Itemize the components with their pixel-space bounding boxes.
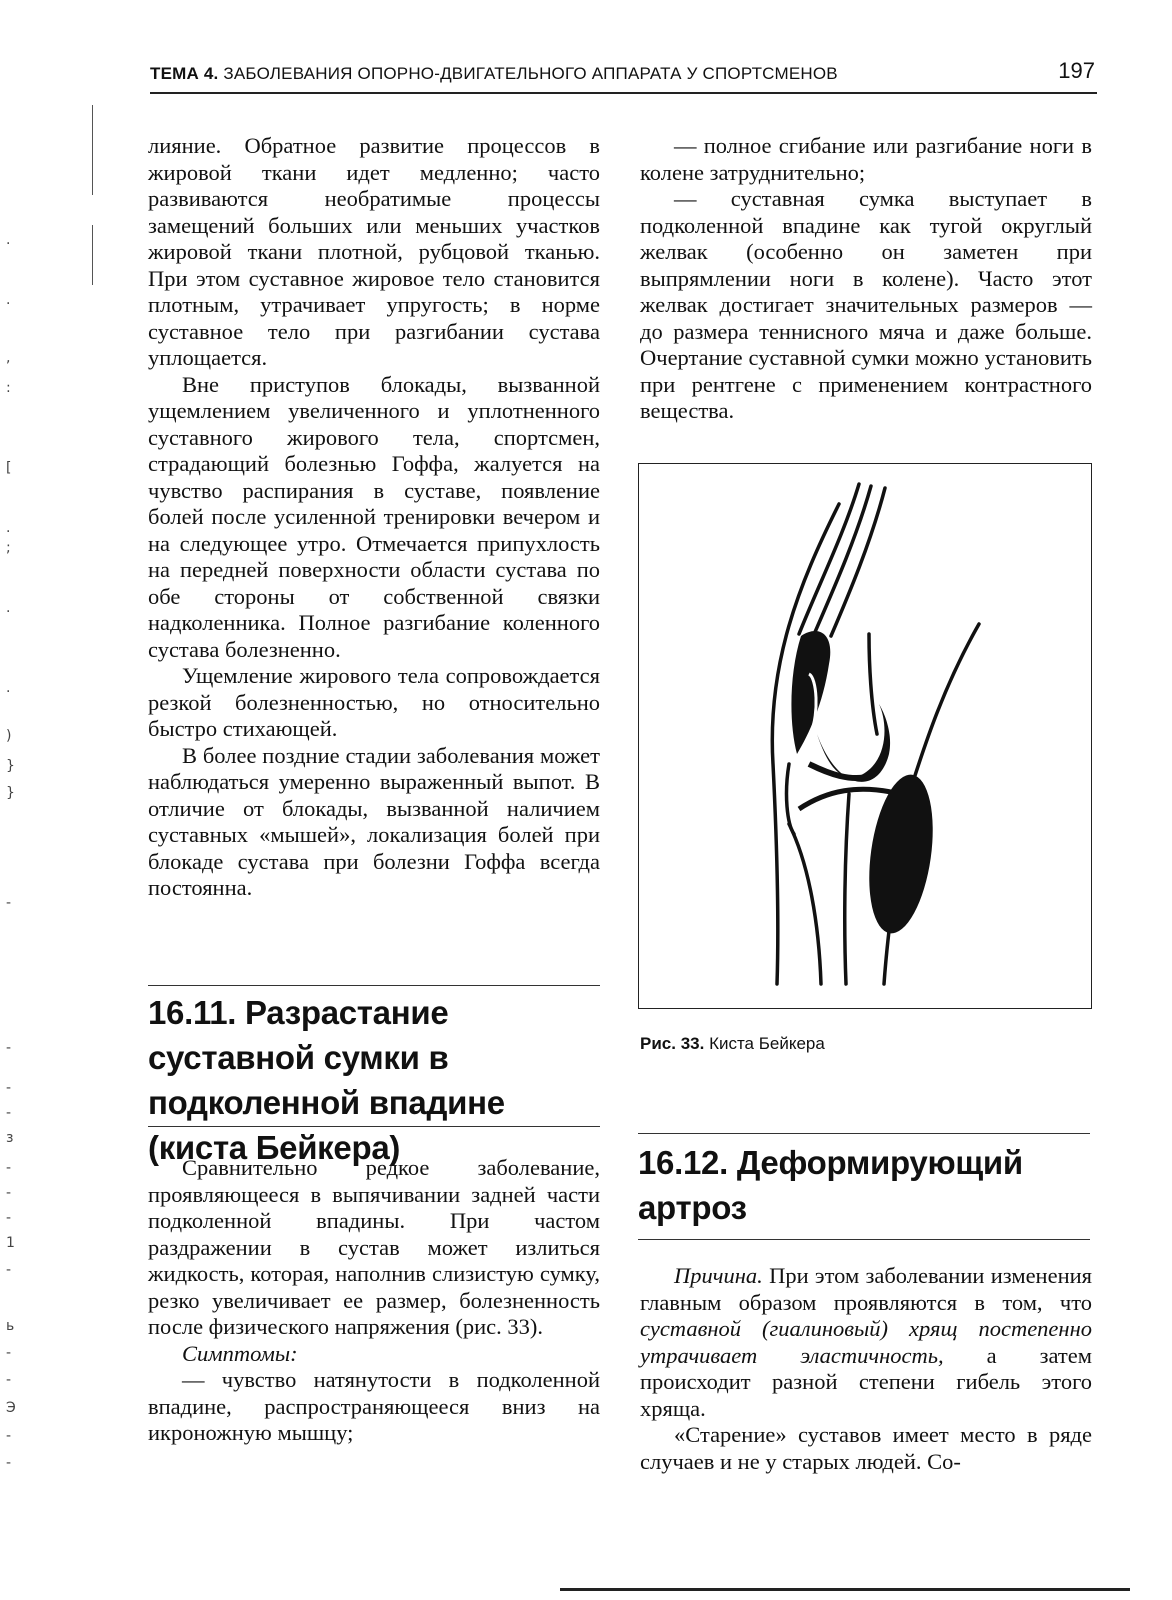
figure-caption-text: Киста Бейкера <box>709 1034 825 1053</box>
paragraph-text: При этом заболевании изменения главным образом проявляются в том, что <box>640 1263 1093 1315</box>
symptom-item: — суставная сумка выступает в подколенной впадине как тугой округлый желвак (особенно он заметен при выпрямлении ноги в колене). Часто этот желвак достигает значительных размеров — до размера теннисного мяча и даже больше. Очертание суставной сумки можно установить при рентгене с применением контрастного вещества. <box>640 186 1092 423</box>
running-header <box>150 58 1097 94</box>
paragraph-text: а затем происходит разной степени гибель этого хряща. <box>640 1342 1092 1421</box>
page-number: 197 <box>1058 58 1095 83</box>
bottom-rule <box>560 1588 1130 1591</box>
section-heading-16-11 <box>148 985 600 1166</box>
symptom-item: — чувство натянутости в подколенной впадине, распространяющееся вниз на икроножную мышцу; <box>148 1367 600 1445</box>
knee-illustration <box>639 464 1093 1010</box>
header-title <box>150 64 838 84</box>
header-topic-name: ЗАБОЛЕВАНИЯ ОПОРНО-ДВИГАТЕЛЬНОГО АППАРАТА У СПОРТСМЕНОВ <box>223 64 838 83</box>
left-column <box>148 133 600 902</box>
paragraph: «Старение» суставов имеет место в ряде случаев и не у старых людей. Со- <box>640 1422 1092 1474</box>
symptoms-label: Симптомы: <box>182 1340 298 1366</box>
cause-label: Причина. <box>674 1263 763 1288</box>
section-title: 16.11. Разрастание суставной сумки в подколенной впадине (киста Бейкера) <box>148 994 505 1166</box>
baker-cyst-shape <box>860 771 942 938</box>
section-heading-16-12 <box>638 1133 1090 1240</box>
scan-line <box>92 225 93 285</box>
section-16-12-body <box>640 1263 1092 1475</box>
figure-caption-label: Рис. 33. <box>640 1034 705 1053</box>
symptom-item: — полное сгибание или разгибание ноги в колене затруднительно; <box>640 133 1092 185</box>
section-title: 16.12. Деформирующий артроз <box>638 1144 1023 1226</box>
paragraph: Сравнительно редкое заболевание, проявляющееся в выпячивании задней части подколенной впадины. При частом раздражении в сустав может излиться жидкость, которая, наполнив слизистую сумку, резко увеличивает ее размер, болезненность после физического напряжения (рис. 33). <box>148 1155 600 1339</box>
patella-shape <box>791 631 830 754</box>
right-column <box>640 133 1092 425</box>
emphasis-text: суставной (гиалиновый) хрящ постепенно утрачивает эластичность, <box>640 1316 1092 1368</box>
paragraph: В более поздние стадии заболевания может наблюдаться умеренно выраженный выпот. В отличие от блокады, вызванной наличием суставных «мышей», локализация болей при блокаде сустава при болезни Гоффа всегда постоянна. <box>148 742 600 900</box>
paragraph: Ущемление жирового тела сопровождается резкой болезненностью, но относительно быстро стихающей. <box>148 663 600 741</box>
figure-baker-cyst <box>638 463 1092 1009</box>
header-topic-number: ТЕМА 4. <box>150 64 219 83</box>
figure-caption <box>640 1034 825 1054</box>
paragraph: лияние. Обратное развитие процессов в жировой ткани идет медленно; часто развиваются необратимые процессы замещений больших или меньших участков жировой ткани плотной, рубцовой тканью. При этом суставное жировое тело становится плотным, утрачивает упругость; в норме суставное тело при разгибании сустава уплощается. <box>148 133 600 370</box>
paragraph: Вне приступов блокады, вызванной ущемлением увеличенного и уплотненного суставного жирового тела, спортсмен, страдающий болезнью Гоффа, жалуется на чувство распирания в суставе, появление болей после усиленной тренировки вечером и на следующее утро. Отмечается припухлость на передней поверхности области сустава по обе стороны от собственной связки надколенника. Полное разгибание коленного сустава болезненно. <box>148 371 600 662</box>
paragraph <box>640 1263 1092 1422</box>
scan-line <box>92 105 93 195</box>
section-16-11-body <box>148 1155 600 1447</box>
